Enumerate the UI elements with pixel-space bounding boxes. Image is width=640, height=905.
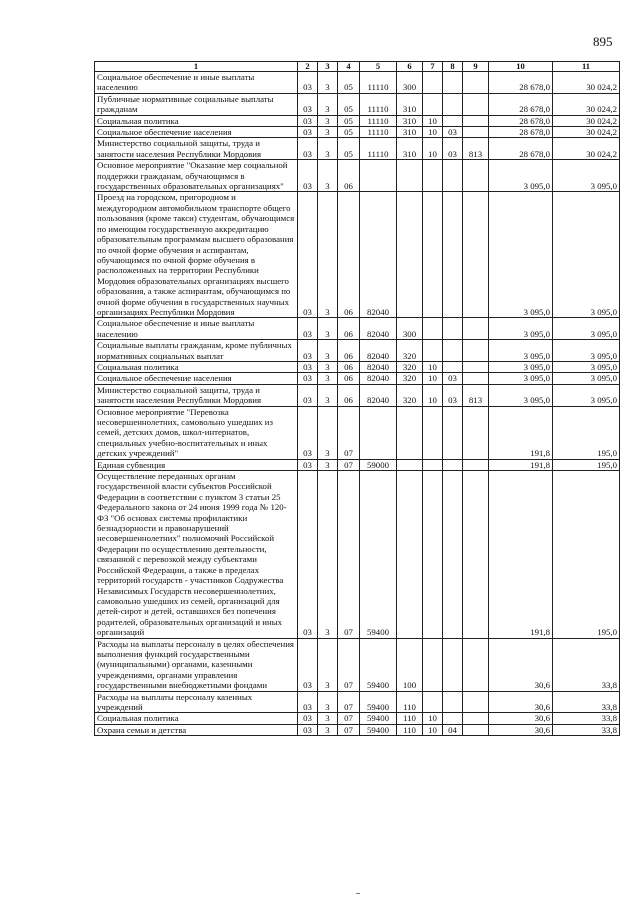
cell-col-8: 03 (443, 373, 463, 384)
cell-col-8 (443, 318, 463, 340)
scan-mark (356, 893, 360, 894)
cell-col-6: 110 (397, 724, 423, 735)
cell-col-10: 3 095,0 (489, 318, 553, 340)
cell-col-7 (423, 318, 443, 340)
cell-col-3: 3 (318, 72, 338, 94)
cell-col-3: 3 (318, 160, 338, 192)
cell-col-7 (423, 406, 443, 459)
cell-col-4: 05 (338, 93, 360, 115)
column-header-4: 4 (338, 62, 360, 72)
cell-col-11: 195,0 (553, 406, 620, 459)
cell-col-3: 3 (318, 459, 338, 470)
column-header-7: 7 (423, 62, 443, 72)
cell-col-7: 10 (423, 384, 443, 406)
column-header-9: 9 (463, 62, 489, 72)
cell-col-4: 05 (338, 138, 360, 160)
cell-col-4: 06 (338, 373, 360, 384)
cell-col-11: 30 024,2 (553, 72, 620, 94)
cell-col-5 (360, 406, 397, 459)
cell-col-10: 30,6 (489, 713, 553, 724)
cell-col-7 (423, 340, 443, 362)
cell-col-3: 3 (318, 340, 338, 362)
cell-col-8 (443, 72, 463, 94)
cell-col-4: 05 (338, 72, 360, 94)
table-row (95, 160, 620, 192)
cell-col-6: 100 (397, 638, 423, 691)
cell-col-3: 3 (318, 638, 338, 691)
cell-col-9 (463, 459, 489, 470)
table-row (95, 691, 620, 713)
row-name-cell: Социальная политика (95, 361, 298, 372)
table-row (95, 127, 620, 138)
cell-col-3: 3 (318, 384, 338, 406)
cell-col-9 (463, 127, 489, 138)
cell-col-5: 82040 (360, 373, 397, 384)
cell-col-11: 30 024,2 (553, 115, 620, 126)
cell-col-7 (423, 160, 443, 192)
cell-col-9: 813 (463, 138, 489, 160)
budget-table (94, 61, 620, 736)
cell-col-5: 11110 (360, 115, 397, 126)
cell-col-2: 03 (298, 459, 318, 470)
cell-col-8 (443, 713, 463, 724)
cell-col-7: 10 (423, 115, 443, 126)
cell-col-10: 3 095,0 (489, 192, 553, 318)
cell-col-3: 3 (318, 713, 338, 724)
cell-col-5: 59400 (360, 471, 397, 639)
table-row (95, 115, 620, 126)
cell-col-6 (397, 459, 423, 470)
cell-col-7: 10 (423, 361, 443, 372)
row-name-cell: Расходы на выплаты персоналу казенных учреждений (95, 691, 298, 713)
cell-col-6: 110 (397, 691, 423, 713)
table-row (95, 638, 620, 691)
row-name-cell: Министерство социальной защиты, труда и занятости населения Республики Мордовия (95, 384, 298, 406)
row-name-cell: Социальные выплаты гражданам, кроме публичных нормативных социальных выплат (95, 340, 298, 362)
cell-col-8: 03 (443, 138, 463, 160)
cell-col-6: 310 (397, 138, 423, 160)
cell-col-5: 59400 (360, 713, 397, 724)
cell-col-9 (463, 406, 489, 459)
cell-col-11: 30 024,2 (553, 127, 620, 138)
cell-col-8 (443, 459, 463, 470)
table-header-row (95, 62, 620, 72)
table-row (95, 373, 620, 384)
cell-col-6 (397, 160, 423, 192)
cell-col-11: 33,8 (553, 724, 620, 735)
table-row (95, 340, 620, 362)
cell-col-10: 191,8 (489, 471, 553, 639)
cell-col-8 (443, 406, 463, 459)
row-name-cell: Социальное обеспечение населения (95, 127, 298, 138)
cell-col-2: 03 (298, 406, 318, 459)
column-header-8: 8 (443, 62, 463, 72)
cell-col-9 (463, 318, 489, 340)
cell-col-7: 10 (423, 373, 443, 384)
cell-col-10: 28 678,0 (489, 138, 553, 160)
cell-col-5: 59400 (360, 638, 397, 691)
cell-col-2: 03 (298, 127, 318, 138)
cell-col-11: 33,8 (553, 638, 620, 691)
cell-col-3: 3 (318, 724, 338, 735)
cell-col-6: 320 (397, 384, 423, 406)
cell-col-7 (423, 638, 443, 691)
cell-col-5 (360, 160, 397, 192)
row-name-cell: Социальное обеспечение населения (95, 373, 298, 384)
table-row (95, 138, 620, 160)
cell-col-3: 3 (318, 127, 338, 138)
column-header-11: 11 (553, 62, 620, 72)
row-name-cell: Основное мероприятие "Оказание мер социальной поддержки гражданам, обучающимся в государственных образовательных организациях" (95, 160, 298, 192)
cell-col-11: 3 095,0 (553, 160, 620, 192)
cell-col-7 (423, 72, 443, 94)
cell-col-4: 06 (338, 318, 360, 340)
cell-col-2: 03 (298, 340, 318, 362)
row-name-cell: Основное мероприятие "Перевозка несовершеннолетних, самовольно ушедших из семей, детских домов, школ-интернатов, специальных учебно-воспитательных и иных детских учреждений" (95, 406, 298, 459)
cell-col-11: 33,8 (553, 713, 620, 724)
cell-col-4: 05 (338, 127, 360, 138)
cell-col-4: 06 (338, 192, 360, 318)
cell-col-2: 03 (298, 373, 318, 384)
cell-col-10: 28 678,0 (489, 72, 553, 94)
cell-col-5: 11110 (360, 72, 397, 94)
cell-col-4: 07 (338, 691, 360, 713)
row-name-cell: Единая субвенция (95, 459, 298, 470)
cell-col-10: 30,6 (489, 691, 553, 713)
cell-col-6: 310 (397, 93, 423, 115)
row-name-cell: Социальное обеспечение и иные выплаты населению (95, 72, 298, 94)
table-row (95, 318, 620, 340)
cell-col-10: 3 095,0 (489, 384, 553, 406)
row-name-cell: Охрана семьи и детства (95, 724, 298, 735)
cell-col-9 (463, 160, 489, 192)
cell-col-7 (423, 192, 443, 318)
cell-col-5: 59000 (360, 459, 397, 470)
table-row (95, 93, 620, 115)
cell-col-3: 3 (318, 373, 338, 384)
cell-col-5: 82040 (360, 318, 397, 340)
cell-col-8: 04 (443, 724, 463, 735)
cell-col-7 (423, 691, 443, 713)
cell-col-2: 03 (298, 318, 318, 340)
row-name-cell: Социальная политика (95, 713, 298, 724)
cell-col-2: 03 (298, 160, 318, 192)
cell-col-3: 3 (318, 138, 338, 160)
cell-col-4: 07 (338, 406, 360, 459)
column-header-1: 1 (95, 62, 298, 72)
cell-col-8 (443, 93, 463, 115)
cell-col-10: 3 095,0 (489, 373, 553, 384)
cell-col-4: 06 (338, 340, 360, 362)
table-row (95, 361, 620, 372)
column-header-6: 6 (397, 62, 423, 72)
cell-col-7 (423, 93, 443, 115)
cell-col-10: 30,6 (489, 724, 553, 735)
cell-col-4: 07 (338, 459, 360, 470)
cell-col-10: 191,8 (489, 406, 553, 459)
cell-col-2: 03 (298, 638, 318, 691)
cell-col-6 (397, 406, 423, 459)
row-name-cell: Проезд на городском, пригородном и междугородном автомобильном транспорте общего пользования (кроме такси) студентам, обучающимся по имеющим государственную аккредитацию образовательным программам высшего образования по очной форме обучения и аспирантам, обучающимся по очной форме обучения в расположенных на территории Республики Мордовия образовательных организациях высшего образования, а также аспирантам, обучающимся по очной форме обучения в государственных научных организациях Республики Мордовия (95, 192, 298, 318)
cell-col-7: 10 (423, 724, 443, 735)
cell-col-9 (463, 713, 489, 724)
cell-col-10: 28 678,0 (489, 127, 553, 138)
cell-col-9 (463, 340, 489, 362)
cell-col-11: 195,0 (553, 459, 620, 470)
cell-col-8: 03 (443, 384, 463, 406)
cell-col-11: 3 095,0 (553, 318, 620, 340)
cell-col-6 (397, 471, 423, 639)
cell-col-3: 3 (318, 318, 338, 340)
cell-col-2: 03 (298, 115, 318, 126)
cell-col-2: 03 (298, 93, 318, 115)
cell-col-3: 3 (318, 115, 338, 126)
cell-col-6: 320 (397, 373, 423, 384)
cell-col-9 (463, 115, 489, 126)
cell-col-10: 28 678,0 (489, 115, 553, 126)
cell-col-10: 30,6 (489, 638, 553, 691)
cell-col-2: 03 (298, 691, 318, 713)
cell-col-5: 82040 (360, 384, 397, 406)
page-number: 895 (593, 34, 613, 49)
cell-col-7: 10 (423, 713, 443, 724)
cell-col-6: 110 (397, 713, 423, 724)
table-row (95, 406, 620, 459)
cell-col-11: 3 095,0 (553, 361, 620, 372)
cell-col-9 (463, 361, 489, 372)
cell-col-5: 11110 (360, 127, 397, 138)
cell-col-10: 3 095,0 (489, 340, 553, 362)
table-row (95, 72, 620, 94)
table-row (95, 192, 620, 318)
row-name-cell: Публичные нормативные социальные выплаты гражданам (95, 93, 298, 115)
cell-col-5: 82040 (360, 192, 397, 318)
cell-col-9 (463, 638, 489, 691)
column-header-2: 2 (298, 62, 318, 72)
cell-col-7: 10 (423, 127, 443, 138)
cell-col-3: 3 (318, 192, 338, 318)
cell-col-3: 3 (318, 361, 338, 372)
cell-col-8: 03 (443, 127, 463, 138)
cell-col-8 (443, 160, 463, 192)
table-row (95, 724, 620, 735)
table-row (95, 459, 620, 470)
cell-col-5: 59400 (360, 724, 397, 735)
cell-col-6: 300 (397, 318, 423, 340)
cell-col-4: 06 (338, 361, 360, 372)
cell-col-8 (443, 471, 463, 639)
cell-col-7 (423, 471, 443, 639)
cell-col-11: 3 095,0 (553, 373, 620, 384)
cell-col-6 (397, 192, 423, 318)
cell-col-3: 3 (318, 406, 338, 459)
cell-col-8 (443, 340, 463, 362)
cell-col-2: 03 (298, 192, 318, 318)
cell-col-6: 310 (397, 115, 423, 126)
cell-col-5: 11110 (360, 93, 397, 115)
cell-col-5: 11110 (360, 138, 397, 160)
cell-col-3: 3 (318, 93, 338, 115)
cell-col-7: 10 (423, 138, 443, 160)
cell-col-4: 07 (338, 471, 360, 639)
column-header-5: 5 (360, 62, 397, 72)
cell-col-9 (463, 373, 489, 384)
cell-col-9 (463, 72, 489, 94)
cell-col-4: 07 (338, 638, 360, 691)
cell-col-5: 82040 (360, 340, 397, 362)
cell-col-5: 82040 (360, 361, 397, 372)
cell-col-8 (443, 192, 463, 318)
cell-col-2: 03 (298, 471, 318, 639)
cell-col-10: 28 678,0 (489, 93, 553, 115)
cell-col-6: 310 (397, 127, 423, 138)
cell-col-8 (443, 638, 463, 691)
cell-col-11: 3 095,0 (553, 340, 620, 362)
cell-col-11: 3 095,0 (553, 384, 620, 406)
cell-col-10: 3 095,0 (489, 160, 553, 192)
cell-col-4: 07 (338, 724, 360, 735)
cell-col-9: 813 (463, 384, 489, 406)
cell-col-9 (463, 192, 489, 318)
cell-col-2: 03 (298, 72, 318, 94)
cell-col-3: 3 (318, 471, 338, 639)
cell-col-6: 320 (397, 340, 423, 362)
cell-col-8 (443, 115, 463, 126)
cell-col-6: 300 (397, 72, 423, 94)
cell-col-8 (443, 361, 463, 372)
cell-col-2: 03 (298, 138, 318, 160)
cell-col-2: 03 (298, 724, 318, 735)
cell-col-2: 03 (298, 384, 318, 406)
column-header-10: 10 (489, 62, 553, 72)
cell-col-10: 191,8 (489, 459, 553, 470)
row-name-cell: Осуществление переданных органам государственной власти субъектов Российской Федерации в соответствии с пунктом 3 статьи 25 Федерального закона от 24 июня 1999 года № 120-ФЗ "Об основах системы профилактики безнадзорности и правонарушений несовершеннолетних" полномочий Российской Федерации по осуществлению деятельности, связанной с перевозкой между субъектами Российской Федерации, а также в пределах территорий государств - участников Содружества Независимых Государств несовершеннолетних, самовольно ушедших из семей, организаций для детей-сирот и детей, оставшихся без попечения родителей, образовательных организаций и иных организаций (95, 471, 298, 639)
table-row (95, 713, 620, 724)
cell-col-4: 06 (338, 160, 360, 192)
cell-col-4: 06 (338, 384, 360, 406)
row-name-cell: Министерство социальной защиты, труда и занятости населения Республики Мордовия (95, 138, 298, 160)
row-name-cell: Социальное обеспечение и иные выплаты населению (95, 318, 298, 340)
table-row (95, 471, 620, 639)
cell-col-9 (463, 724, 489, 735)
cell-col-10: 3 095,0 (489, 361, 553, 372)
table-row (95, 384, 620, 406)
row-name-cell: Расходы на выплаты персоналу в целях обеспечения выполнения функций государственными (муниципальными) органами, казенными учреждениями, органами управления государственными внебюджетными фондами (95, 638, 298, 691)
column-header-3: 3 (318, 62, 338, 72)
cell-col-4: 07 (338, 713, 360, 724)
cell-col-7 (423, 459, 443, 470)
cell-col-11: 30 024,2 (553, 138, 620, 160)
cell-col-2: 03 (298, 713, 318, 724)
cell-col-11: 3 095,0 (553, 192, 620, 318)
cell-col-6: 320 (397, 361, 423, 372)
cell-col-9 (463, 93, 489, 115)
cell-col-3: 3 (318, 691, 338, 713)
row-name-cell: Социальная политика (95, 115, 298, 126)
cell-col-9 (463, 691, 489, 713)
cell-col-11: 195,0 (553, 471, 620, 639)
cell-col-4: 05 (338, 115, 360, 126)
cell-col-11: 30 024,2 (553, 93, 620, 115)
cell-col-5: 59400 (360, 691, 397, 713)
cell-col-8 (443, 691, 463, 713)
cell-col-11: 33,8 (553, 691, 620, 713)
cell-col-2: 03 (298, 361, 318, 372)
cell-col-9 (463, 471, 489, 639)
